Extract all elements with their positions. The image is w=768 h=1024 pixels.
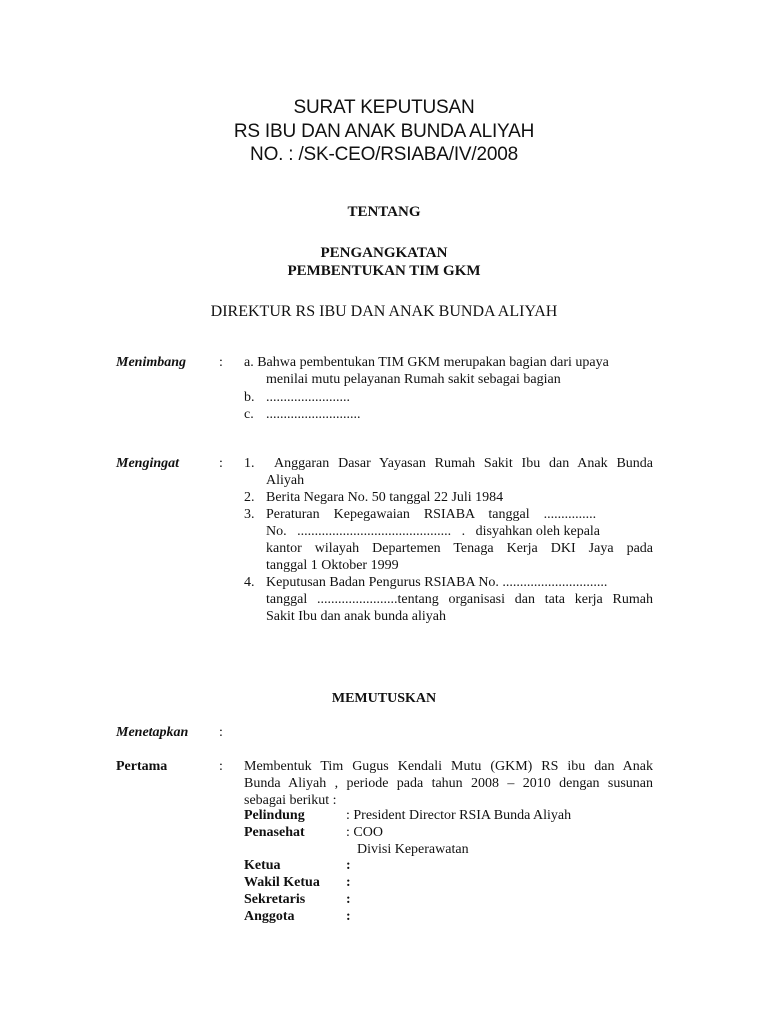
member-role-anggota: Anggota (244, 909, 295, 924)
menimbang-c-text: ........................... (266, 407, 361, 422)
pertama-line3: sebagai berikut : (244, 793, 337, 808)
mengingat-item-3-line2: No. ............................................ . disyahkan oleh kepala (266, 524, 601, 539)
member-role-ketua: Ketua (244, 858, 281, 873)
member-role-pelindung: Pelindung (244, 808, 305, 823)
tentang-heading: TENTANG (347, 204, 421, 220)
mengingat-item-2-number: 2. (244, 490, 255, 505)
menetapkan-label: Menetapkan (116, 725, 189, 740)
mengingat-item-3-line4: tanggal 1 Oktober 1999 (266, 558, 399, 573)
mengingat-item-2-line1: Berita Negara No. 50 tanggal 22 Juli 1984 (266, 490, 504, 505)
menetapkan-colon: : (219, 725, 223, 740)
menimbang-b-text: ........................ (266, 390, 350, 405)
pertama-label: Pertama (116, 759, 168, 774)
hospital-name: RS IBU DAN ANAK BUNDA ALIYAH (233, 121, 535, 142)
menimbang-a-line2: menilai mutu pelayanan Rumah sakit sebagai bagian (266, 372, 561, 387)
mengingat-item-4-number: 4. (244, 575, 255, 590)
mengingat-item-4-line3: Sakit Ibu dan anak bunda aliyah (266, 609, 447, 624)
mengingat-item-3-line1: Peraturan Kepegawaian RSIABA tanggal ............... (266, 507, 597, 522)
member-role-penasehat: Penasehat (244, 825, 305, 840)
member-value-pelindung: : President Director RSIA Bunda Aliyah (346, 808, 572, 823)
doc-title: SURAT KEPUTUSAN (293, 97, 475, 118)
mengingat-item-3-number: 3. (244, 507, 255, 522)
menimbang-b-marker: b. (244, 390, 255, 405)
member-value-anggota: : (346, 909, 351, 924)
subject-line-1: PENGANGKATAN (320, 245, 448, 261)
mengingat-item-3-line3: kantor wilayah Departemen Tenaga Kerja DKI Jaya pada (266, 541, 653, 556)
mengingat-item-4-line1: Keputusan Badan Pengurus RSIABA No. .............................. (266, 575, 608, 590)
mengingat-colon: : (219, 456, 223, 471)
mengingat-item-4-line2: tanggal .......................tentang organisasi dan tata kerja Rumah (266, 592, 653, 607)
mengingat-item-1-line2: Aliyah (266, 473, 305, 488)
decree-number: NO. : /SK-CEO/RSIABA/IV/2008 (250, 144, 518, 165)
member-value-penasehat: : COO (346, 825, 383, 840)
director-heading: DIREKTUR RS IBU DAN ANAK BUNDA ALIYAH (210, 303, 558, 320)
member-value-wakil-ketua: : (346, 875, 351, 890)
menimbang-a-line1: a. Bahwa pembentukan TIM GKM merupakan bagian dari upaya (244, 355, 609, 370)
subject-line-2: PEMBENTUKAN TIM GKM (287, 263, 481, 279)
member-role-sekretaris: Sekretaris (244, 892, 306, 907)
menimbang-colon: : (219, 355, 223, 370)
pertama-line1: Membentuk Tim Gugus Kendali Mutu (GKM) RS ibu dan Anak (244, 759, 653, 774)
mengingat-item-1-line1: Anggaran Dasar Yayasan Rumah Sakit Ibu dan Anak Bunda (266, 456, 653, 471)
pertama-colon: : (219, 759, 223, 774)
pertama-line2: Bunda Aliyah , periode pada tahun 2008 – 2010 dengan susunan (244, 776, 653, 791)
member-role-wakil-ketua: Wakil Ketua (244, 875, 320, 890)
menimbang-c-marker: c. (244, 407, 254, 422)
member-value-divisi: Divisi Keperawatan (357, 842, 469, 857)
member-value-ketua: : (346, 858, 351, 873)
memutuskan-heading: MEMUTUSKAN (331, 691, 437, 706)
member-value-sekretaris: : (346, 892, 351, 907)
mengingat-label: Mengingat (116, 456, 180, 471)
mengingat-item-1-number: 1. (244, 456, 255, 471)
menimbang-label: Menimbang (116, 355, 187, 370)
